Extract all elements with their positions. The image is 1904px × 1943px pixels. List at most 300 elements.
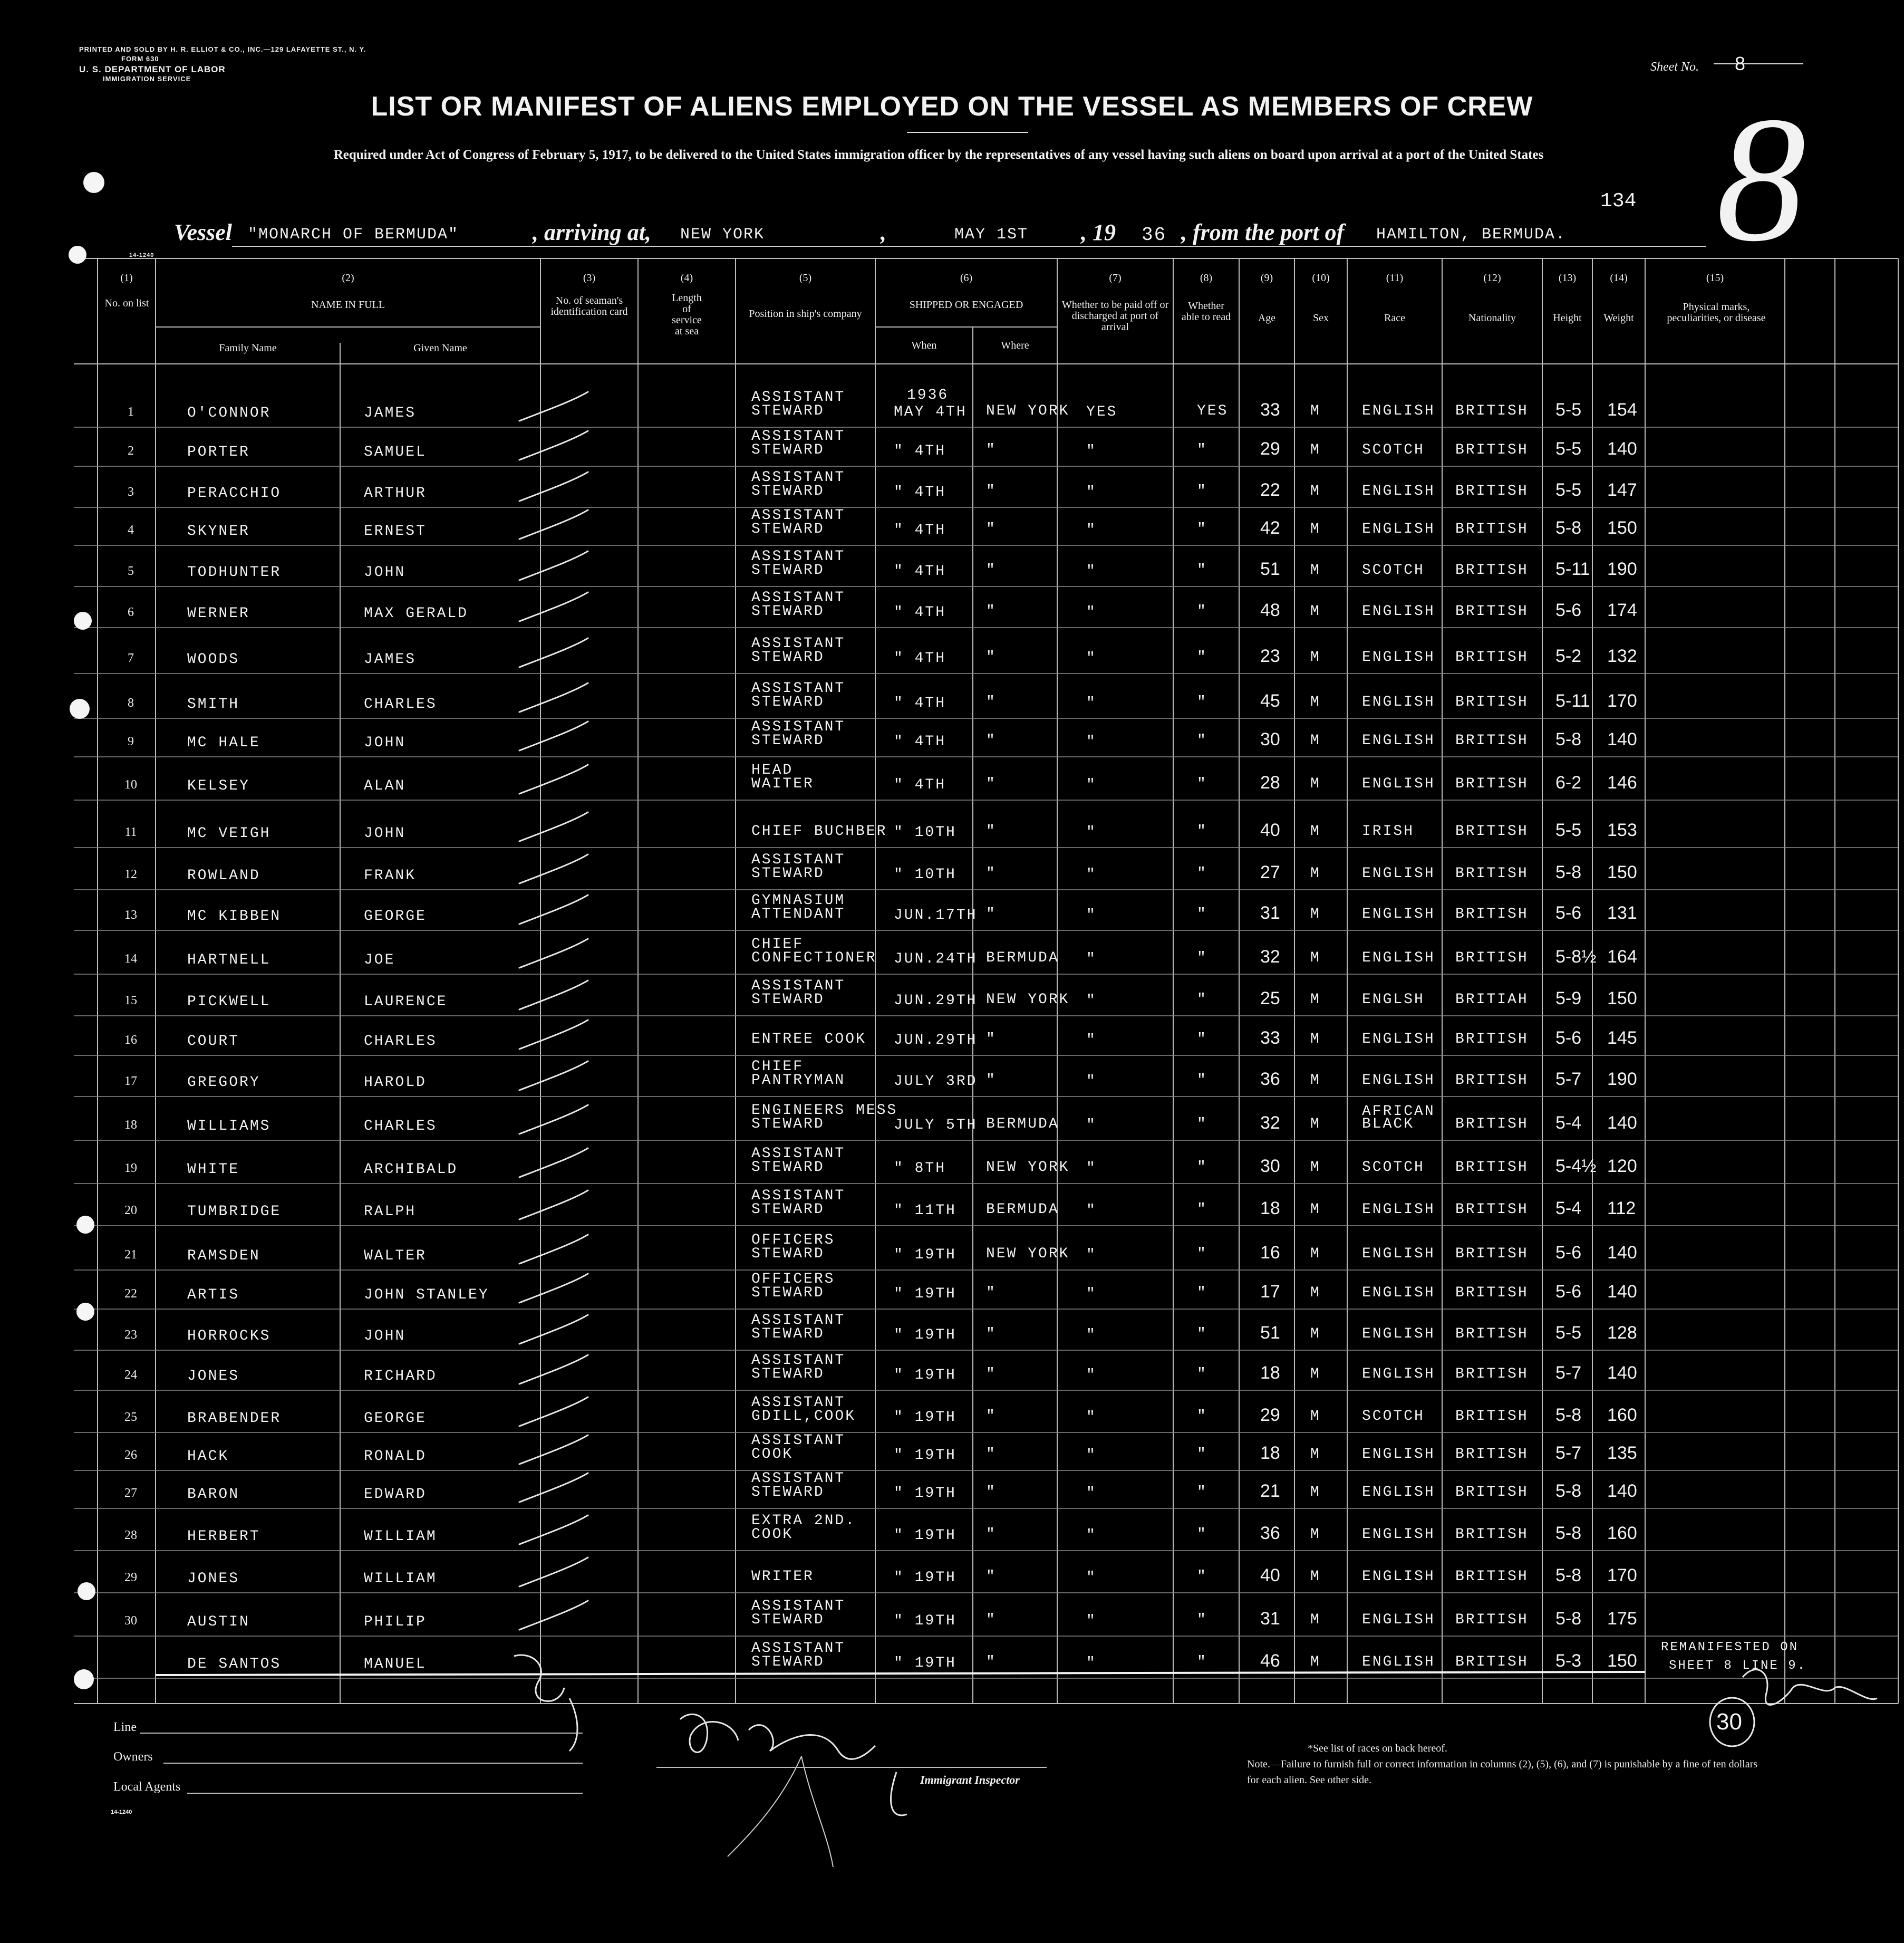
position-line-2: STEWARD	[751, 562, 825, 579]
given-name: ALAN	[364, 778, 406, 794]
paid-off: "	[1086, 1447, 1097, 1464]
shipped-where: "	[986, 1072, 997, 1089]
height: 5-6	[1555, 1243, 1582, 1263]
weight: 132	[1607, 646, 1637, 666]
race: ENGLISH	[1362, 483, 1435, 499]
line-label: Line	[113, 1720, 137, 1734]
age: 46	[1260, 1651, 1280, 1671]
given-name: JOHN	[364, 564, 406, 581]
race: ENGLISH	[1362, 733, 1435, 749]
age: 33	[1260, 1028, 1280, 1048]
family-name: JONES	[187, 1368, 240, 1384]
able-to-read: "	[1197, 1484, 1207, 1500]
shipped-where: "	[986, 865, 997, 882]
position-line-2: STEWARD	[751, 1246, 825, 1262]
height: 5-2	[1555, 646, 1582, 666]
owners-label: Owners	[113, 1750, 153, 1764]
nationality: BRITISH	[1455, 906, 1529, 922]
col-head-paid-off: Whether to be paid off or discharged at port of arrival	[1061, 299, 1169, 333]
row-number: 3	[128, 485, 134, 499]
height: 5-11	[1555, 691, 1590, 711]
shipped-when: " 19TH	[894, 1570, 956, 1586]
year-prefix: , 19	[1081, 219, 1116, 245]
race: SCOTCH	[1362, 442, 1425, 458]
nationality: BRITIAH	[1455, 992, 1529, 1008]
race: ENGLISH	[1362, 603, 1435, 620]
able-to-read: "	[1197, 1159, 1207, 1176]
height: 5-7	[1555, 1363, 1582, 1383]
height: 5-4½	[1555, 1156, 1597, 1176]
row-number: 22	[124, 1287, 137, 1301]
sex: M	[1310, 823, 1321, 840]
paid-off: "	[1086, 1032, 1097, 1049]
able-to-read: "	[1197, 1326, 1207, 1342]
race: ENGLISH	[1362, 1526, 1435, 1543]
height: 5-8	[1555, 1405, 1582, 1425]
col-head-name: NAME IN FULL	[311, 299, 385, 311]
shipped-where: "	[986, 733, 997, 749]
row-number: 28	[124, 1528, 137, 1542]
form-code-bottom: 14-1240	[111, 1809, 132, 1815]
given-name: RICHARD	[364, 1368, 437, 1384]
weight: 150	[1607, 988, 1637, 1008]
sex: M	[1310, 442, 1321, 458]
id-card-dash	[519, 1061, 588, 1090]
sex: M	[1310, 950, 1321, 966]
shipped-where: "	[986, 694, 997, 710]
able-to-read: "	[1197, 1408, 1207, 1425]
family-name: MC VEIGH	[187, 825, 271, 842]
race-line-1: AFRICAN	[1362, 1103, 1435, 1120]
position-line-2: PANTRYMAN	[751, 1072, 846, 1089]
shipped-when: MAY 4TH	[894, 404, 967, 420]
age: 32	[1260, 947, 1280, 967]
id-card-dash	[519, 392, 588, 421]
fine-note: Note.—Failure to furnish full or correct information in columns (2), (5), (6), and (7) is punishable by a fine of ten dollars for each alien. See other side.	[1247, 1758, 1758, 1786]
sex: M	[1310, 562, 1321, 579]
shipped-where: "	[986, 1446, 997, 1463]
paid-off: "	[1086, 1485, 1097, 1502]
weight: 140	[1607, 1481, 1637, 1501]
punch-hole	[76, 1303, 94, 1321]
row-number: 16	[124, 1033, 137, 1047]
able-to-read: "	[1197, 1201, 1207, 1218]
shipped-where: "	[986, 521, 997, 537]
height: 5-7	[1555, 1443, 1582, 1463]
sex: M	[1310, 1569, 1321, 1585]
inspector-signature-mark	[680, 1714, 907, 1815]
able-to-read: "	[1197, 521, 1207, 537]
row-number: 23	[124, 1328, 137, 1342]
weight: 160	[1607, 1523, 1637, 1543]
weight: 174	[1607, 600, 1637, 620]
nationality: BRITISH	[1455, 1484, 1529, 1500]
shipped-when: " 10TH	[894, 867, 956, 883]
shipped-where: NEW YORK	[986, 1246, 1070, 1262]
shipped-when: " 19TH	[894, 1613, 956, 1629]
weight: 112	[1607, 1198, 1636, 1218]
position-line-1: ASSISTANT	[751, 852, 846, 868]
family-name: BARON	[187, 1486, 240, 1503]
age: 22	[1260, 480, 1280, 500]
position-line-1: ASSISTANT	[751, 549, 846, 565]
weight: 140	[1607, 729, 1637, 749]
able-to-read: "	[1197, 950, 1207, 966]
shipped-when: " 19TH	[894, 1327, 956, 1343]
shipped-when: JUN.29TH	[894, 993, 978, 1009]
given-name: RONALD	[364, 1448, 427, 1465]
age: 32	[1260, 1113, 1280, 1133]
id-card-dash	[519, 1435, 588, 1464]
year-suffix: 36	[1142, 224, 1167, 246]
paid-off: "	[1086, 1117, 1097, 1133]
race: BLACK	[1362, 1116, 1415, 1132]
total-count: 30	[1716, 1709, 1742, 1735]
sex: M	[1310, 733, 1321, 749]
age: 31	[1260, 1609, 1280, 1629]
col-num-6: (6)	[960, 272, 973, 284]
family-name: WHITE	[187, 1161, 240, 1178]
age: 27	[1260, 862, 1280, 882]
col-num-15: (15)	[1706, 272, 1724, 284]
shipped-where: NEW YORK	[986, 992, 1070, 1008]
sex: M	[1310, 1612, 1321, 1628]
family-name: DE SANTOS	[187, 1656, 282, 1672]
sheet-number: 8	[1735, 53, 1746, 74]
family-name: ROWLAND	[187, 868, 260, 884]
family-name: PORTER	[187, 444, 250, 460]
race: ENGLISH	[1362, 950, 1435, 966]
family-name: HORROCKS	[187, 1328, 271, 1344]
sex: M	[1310, 1326, 1321, 1342]
nationality: BRITISH	[1455, 442, 1529, 458]
shipped-when: JUN.24TH	[894, 951, 978, 967]
race: ENGLSH	[1362, 992, 1425, 1008]
from-port-label: , from the port of	[1181, 219, 1345, 245]
printer-line: PRINTED AND SOLD BY H. R. ELLIOT & CO., INC.—129 LAFAYETTE ST., N. Y.	[79, 45, 366, 53]
shipped-when: " 4TH	[894, 777, 946, 793]
shipped-where: "	[986, 1285, 997, 1301]
able-to-read: "	[1197, 603, 1207, 620]
row-number: 2	[128, 444, 134, 458]
height: 5-8	[1555, 1565, 1582, 1585]
id-card-dash	[519, 812, 588, 841]
shipped-when: " 4TH	[894, 443, 946, 459]
weight: 153	[1607, 820, 1637, 840]
given-name: WILLIAM	[364, 1528, 437, 1545]
position-line-2: ENTREE COOK	[751, 1031, 866, 1047]
id-card-dash	[519, 1105, 588, 1134]
shipped-when: " 4TH	[894, 522, 946, 538]
id-card-dash	[519, 895, 588, 924]
paid-off: "	[1086, 522, 1097, 538]
punch-hole	[83, 172, 104, 193]
col-head-read: Whether able to read	[1181, 300, 1231, 323]
paid-off: "	[1086, 695, 1097, 711]
position-line-1: GYMNASIUM	[751, 892, 846, 909]
sex: M	[1310, 1159, 1321, 1176]
col-num-8: (8)	[1200, 272, 1213, 284]
able-to-read: "	[1197, 1526, 1207, 1543]
nationality: BRITISH	[1455, 1526, 1529, 1543]
weight: 147	[1607, 480, 1637, 500]
age: 18	[1260, 1198, 1280, 1218]
family-name: O'CONNOR	[187, 405, 271, 421]
row-number: 9	[128, 735, 134, 748]
nationality: BRITISH	[1455, 562, 1529, 579]
id-card-dash	[519, 1190, 588, 1219]
position-line-1: ASSISTANT	[751, 680, 846, 697]
race: SCOTCH	[1362, 562, 1425, 579]
nationality: BRITISH	[1455, 1612, 1529, 1628]
shipped-when: JULY 5TH	[894, 1117, 978, 1133]
sex: M	[1310, 1031, 1321, 1047]
height: 5-6	[1555, 903, 1582, 923]
race: ENGLISH	[1362, 1031, 1435, 1047]
paid-off: "	[1086, 1327, 1097, 1343]
height: 6-2	[1555, 773, 1582, 793]
family-name: TODHUNTER	[187, 564, 282, 581]
row-number: 17	[124, 1074, 137, 1088]
shipped-where: "	[986, 1326, 997, 1342]
paid-off: "	[1086, 1367, 1097, 1383]
position-line-2: STEWARD	[751, 992, 825, 1008]
weight: 170	[1607, 1565, 1637, 1585]
id-card-dash	[519, 1473, 588, 1502]
paid-off: "	[1086, 1203, 1097, 1219]
position-line-1: ASSISTANT	[751, 1146, 846, 1162]
nationality: BRITISH	[1455, 823, 1529, 840]
sex: M	[1310, 1408, 1321, 1425]
shipped-where: "	[986, 562, 997, 579]
able-to-read: "	[1197, 1612, 1207, 1628]
family-name: SMITH	[187, 696, 240, 713]
given-name: JOHN STANLEY	[364, 1287, 489, 1303]
nationality: BRITISH	[1455, 1446, 1529, 1463]
shipped-where: BERMUDA	[986, 950, 1059, 966]
id-card-dash	[519, 1557, 588, 1586]
row-number: 20	[124, 1204, 137, 1217]
col-num-5: (5)	[799, 272, 812, 284]
punch-hole	[70, 699, 90, 719]
col-num-3: (3)	[583, 272, 596, 284]
family-name: HARTNELL	[187, 952, 271, 968]
race: SCOTCH	[1362, 1408, 1425, 1425]
id-card-dash	[519, 431, 588, 460]
id-card-dash	[519, 592, 588, 621]
height: 5-8	[1555, 1609, 1582, 1629]
shipped-where: "	[986, 1031, 997, 1047]
sex: M	[1310, 1366, 1321, 1382]
nationality: BRITISH	[1455, 1654, 1529, 1670]
shipped-where: "	[986, 1654, 997, 1670]
position-line-1: ASSISTANT	[751, 1640, 846, 1657]
col-head-given: Given Name	[413, 342, 467, 354]
given-name: JOHN	[364, 735, 406, 751]
position-line-2: ATTENDANT	[751, 906, 846, 922]
form-number: FORM 630	[121, 55, 159, 63]
position-line-1: CHIEF	[751, 1059, 804, 1075]
paid-off: "	[1086, 907, 1097, 924]
able-to-read: "	[1197, 1116, 1207, 1132]
family-name: GREGORY	[187, 1074, 260, 1091]
shipped-when: " 4TH	[894, 604, 946, 621]
able-to-read: "	[1197, 865, 1207, 882]
family-name: MC HALE	[187, 735, 260, 751]
age: 40	[1260, 820, 1280, 840]
age: 33	[1260, 400, 1280, 420]
weight: 135	[1607, 1443, 1637, 1463]
row-number: 24	[124, 1368, 137, 1382]
given-name: FRANK	[364, 868, 417, 884]
row-number: 15	[124, 994, 137, 1007]
height: 5-9	[1555, 988, 1582, 1008]
id-card-dash	[519, 1274, 588, 1303]
stamp-number: 134	[1600, 190, 1637, 213]
shipped-when: " 4TH	[894, 734, 946, 750]
sex: M	[1310, 1072, 1321, 1089]
position-line-1: HEAD	[751, 762, 794, 778]
shipped-when: " 4TH	[894, 563, 946, 580]
nationality: BRITISH	[1455, 1031, 1529, 1047]
col-head-nationality: Nationality	[1468, 312, 1516, 324]
age: 51	[1260, 559, 1280, 579]
age: 29	[1260, 439, 1280, 459]
nationality: BRITISH	[1455, 1569, 1529, 1585]
weight: 128	[1607, 1323, 1637, 1343]
height: 5-3	[1555, 1651, 1582, 1671]
race: ENGLISH	[1362, 1326, 1435, 1342]
paid-off: "	[1086, 951, 1097, 967]
weight: 140	[1607, 1243, 1637, 1263]
shipped-when: " 19TH	[894, 1409, 956, 1426]
race: ENGLISH	[1362, 1484, 1435, 1500]
weight: 146	[1607, 773, 1637, 793]
nationality: BRITISH	[1455, 1326, 1529, 1342]
position-line-2: STEWARD	[751, 1116, 825, 1132]
punch-hole	[74, 612, 92, 630]
shipped-when: " 11TH	[894, 1203, 956, 1219]
shipped-when: " 19TH	[894, 1485, 956, 1502]
height: 5-5	[1555, 820, 1582, 840]
paid-off: "	[1086, 1073, 1097, 1090]
col-head-when: When	[911, 340, 937, 351]
able-to-read: "	[1197, 906, 1207, 922]
shipped-where: "	[986, 603, 997, 620]
manifest-subtitle: Required under Act of Congress of February 5, 1917, to be delivered to the United States immigration officer by the representatives of any vessel having such aliens on board upon arrival at a port of the United States	[333, 148, 1544, 162]
id-card-dash	[519, 510, 588, 539]
position-line-1: ASSISTANT	[751, 1188, 846, 1204]
paid-off: "	[1086, 1655, 1097, 1671]
race: ENGLISH	[1362, 1654, 1435, 1670]
col-head-marks: Physical marks, peculiarities, or disease	[1667, 301, 1766, 324]
height: 5-8	[1555, 518, 1582, 538]
age: 45	[1260, 691, 1280, 711]
family-name: WOODS	[187, 651, 240, 668]
nationality: BRITISH	[1455, 1408, 1529, 1425]
shipped-when: JUN.17TH	[894, 907, 978, 924]
sex: M	[1310, 1526, 1321, 1543]
col-num-13: (13)	[1558, 272, 1577, 284]
col-head-height: Height	[1553, 312, 1582, 324]
weight: 140	[1607, 1282, 1637, 1302]
paid-off: "	[1086, 1570, 1097, 1586]
col-num-1: (1)	[120, 272, 133, 284]
paid-off: "	[1086, 1160, 1097, 1177]
given-name: WILLIAM	[364, 1571, 437, 1587]
nationality: BRITISH	[1455, 403, 1529, 419]
shipped-where: "	[986, 1526, 997, 1543]
family-name: WERNER	[187, 605, 250, 622]
id-card-dash	[519, 1355, 588, 1384]
id-card-dash	[519, 765, 588, 794]
family-name: BRABENDER	[187, 1410, 282, 1427]
given-name: RALPH	[364, 1204, 417, 1220]
race: ENGLISH	[1362, 1569, 1435, 1585]
age: 18	[1260, 1443, 1280, 1463]
age: 36	[1260, 1069, 1280, 1089]
paid-off: "	[1086, 604, 1097, 621]
remark-line-2: SHEET 8 LINE 9.	[1669, 1659, 1807, 1673]
position-line-1: ASSISTANT	[751, 1394, 846, 1411]
row-number: 11	[124, 825, 137, 839]
sex: M	[1310, 906, 1321, 922]
arrival-date: MAY 1ST	[954, 226, 1029, 244]
sex: M	[1310, 1246, 1321, 1262]
race: ENGLISH	[1362, 1246, 1435, 1262]
able-to-read: "	[1197, 649, 1207, 666]
given-name: ARCHIBALD	[364, 1161, 458, 1178]
nationality: BRITISH	[1455, 1285, 1529, 1301]
shipped-when: " 19TH	[894, 1367, 956, 1383]
shipped-where: "	[986, 649, 997, 666]
col-head-shipped: SHIPPED OR ENGAGED	[909, 299, 1023, 311]
id-card-dash	[519, 683, 588, 712]
able-to-read: "	[1197, 442, 1207, 458]
col-head-age: Age	[1258, 312, 1276, 324]
weight: 131	[1607, 903, 1637, 923]
given-name: JOHN	[364, 825, 406, 842]
punch-hole	[69, 246, 86, 264]
family-name: ARTIS	[187, 1287, 240, 1303]
nationality: BRITISH	[1455, 521, 1529, 537]
age: 48	[1260, 600, 1280, 620]
weight: 140	[1607, 1113, 1637, 1133]
height: 5-4	[1555, 1113, 1582, 1133]
row-number: 19	[124, 1161, 137, 1175]
position-line-2: STEWARD	[751, 733, 825, 749]
height: 5-5	[1555, 400, 1582, 420]
position-line-2: STEWARD	[751, 1484, 825, 1500]
row-number: 10	[124, 778, 137, 792]
able-to-read: "	[1197, 992, 1207, 1008]
able-to-read: "	[1197, 694, 1207, 710]
race: ENGLISH	[1362, 1285, 1435, 1301]
age: 30	[1260, 1156, 1280, 1176]
row-number: 13	[124, 908, 137, 922]
sex: M	[1310, 603, 1321, 620]
position-line-1: ASSISTANT	[751, 469, 846, 486]
row-number: 1	[128, 405, 134, 419]
nationality: BRITISH	[1455, 1116, 1529, 1132]
age: 31	[1260, 903, 1280, 923]
id-card-dash	[519, 1601, 588, 1630]
shipped-where: "	[986, 442, 997, 458]
age: 30	[1260, 729, 1280, 749]
given-name: JAMES	[364, 405, 417, 421]
height: 5-6	[1555, 1282, 1582, 1302]
position-line-1: ASSISTANT	[751, 428, 846, 445]
